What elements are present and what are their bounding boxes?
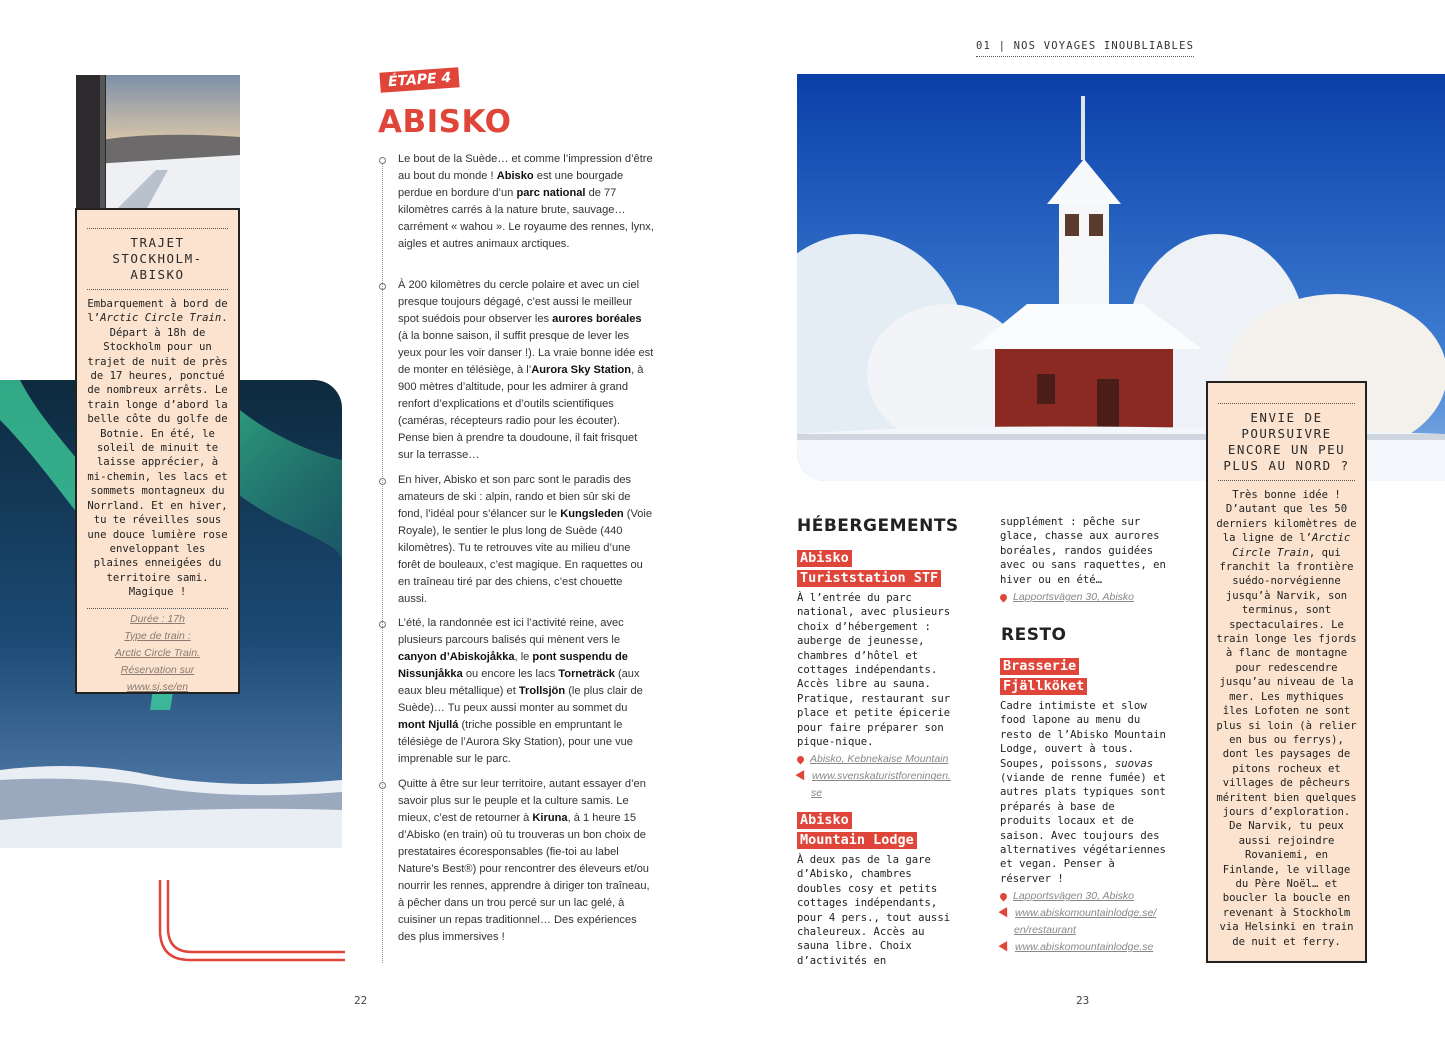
text-run: est une bourgade perdue en bordure d’un: [398, 170, 624, 199]
text-run: L’été, la randonnée est ici l’activité reine, avec plusieurs parcours balisés qui mènent vers le: [398, 617, 624, 646]
bold-term: Kungsleden: [560, 508, 624, 520]
north-extension-text: Très bonne idée ! D’autant que les 50 derniers kilomètres de la ligne de l’Arctic Circle Train, qui franchit la frontière suédo-norvégienne jusqu’à Narvik, son terminus, sont spectaculaires. Le train longe les fjords à flanc de montagne pour redescendre jusqu’au niveau de la mer. Les mythiques îles Lofoten ne sont plus si loin (à relier en bus ou ferrys), dont les paysages de pitons rocheux et villages de pêcheurs méritent bien quelques jours d’exploration. De Narvik, tu peux aussi rejoindre Rovaniemi, en Finlande, le village du Père Noël… et boucler la boucle en revenant à Stockholm via Helsinki en train de nuit et ferry.: [1216, 489, 1357, 948]
lodging-name: Abisko: [797, 550, 852, 567]
bullet-icon: [379, 478, 386, 485]
resto-description: Cadre intimiste et slow food lapone au menu du resto de l’Abisko Mountain Lodge, ouvert à tous. Soupes, poissons, suovas (viande de renne fumée) et autres plats typiques sont préparés à base de produits locaux et de saison. Avec toujours des alternatives végétariennes et vegan. Penser à réserver !: [1000, 700, 1166, 885]
lodging-description: À l’entrée du parc national, avec plusieurs choix d’hébergement : auberge de jeunesse, chambres d’hôtel et cottages indépendants. Accès libre au sauna. Pratique, restaurant sur place et petite épicerie pour faire préparer son pique-nique.: [797, 592, 951, 749]
lodge-link[interactable]: www.abiskomountainlodge.se: [1000, 939, 1170, 956]
decorative-red-line: [150, 880, 345, 970]
bold-term: Kiruna: [532, 812, 568, 824]
text-run: , le: [514, 651, 533, 663]
train-route-meta: Durée : 17h Type de train : Arctic Circle Train. Réservation sur www.sj.se/en: [85, 611, 230, 696]
resto-address: Lapportsvägen 30, Abisko: [1000, 888, 1170, 905]
resto-name: Brasserie: [1000, 658, 1079, 675]
lodging-name: Turiststation STF: [797, 570, 941, 587]
bold-term: parc national: [516, 187, 586, 199]
text-run: (aux eaux bleu métallique) et: [398, 668, 640, 697]
location-pin-icon: [796, 755, 806, 765]
chapter-header-text: 01 | NOS VOYAGES INOUBLIABLES: [976, 40, 1195, 52]
cursor-arrow-icon: [795, 770, 808, 783]
bold-term: pont suspendu de Nissunjåkka: [398, 651, 628, 680]
lodging-link[interactable]: www.svenskaturistforeningen.: [797, 768, 962, 785]
bold-term: canyon d’Abiskojåkka: [398, 651, 515, 663]
lodging-name: Abisko: [797, 812, 852, 829]
bullet-icon: [379, 782, 386, 789]
page-number-left: 22: [354, 994, 368, 1007]
resto-link-cont[interactable]: en/restaurant: [1014, 924, 1076, 937]
text-run: (à la bonne saison, il suffit presque de lever les yeux pour les voir danser !). La vraie bonne idée est de monter en télésiège, à l’: [398, 330, 654, 376]
train-route-text: Embarquement à bord de l’Arctic Circle Train. Départ à 18h de Stockholm pour un trajet de nuit de près de 17 heures, ponctué de nombreux arrêts. Le train longe d’abord la belle côte du golfe de Botnie. En été, le soleil de minuit te laisse apprécier, à mi-chemin, les lacs et sommets montagneux du Norrland. Et en hiver, tu te réveilles sous une douce lumière rose enveloppant les plaines enneigées du territoire sami. Magique !: [87, 298, 228, 599]
bold-term: Abisko: [496, 170, 534, 182]
text-run: (triche possible en empruntant le télésiège de l’Aurora Sky Station), pour une vue imprenable sur le parc.: [398, 719, 633, 765]
bullet-icon: [379, 283, 386, 290]
bold-term: Torneträck: [558, 668, 615, 680]
bold-term: Trollsjön: [518, 685, 566, 697]
resto-item: [1000, 657, 1170, 956]
bullet-icon: [379, 621, 386, 628]
page-number-right: 23: [1076, 994, 1090, 1007]
location-pin-icon: [999, 892, 1009, 902]
page-title: ABISKO: [378, 104, 512, 140]
lodging-address: Lapportsvägen 30, Abisko: [1000, 589, 1170, 606]
lodging-description: À deux pas de la gare d’Abisko, chambres doubles cosy et petits cottages indépendants, pour 4 pers., tout aussi chaleureux. Accès au sauna libre. Choix d’activités en: [797, 854, 951, 967]
text-run: ou encore les lacs: [462, 668, 559, 680]
lodging-item: [797, 811, 962, 968]
paragraph-winter: [398, 472, 654, 608]
bold-term: Aurora Sky Station: [531, 364, 632, 376]
location-pin-icon: [999, 592, 1009, 602]
bold-term: aurores boréales: [552, 313, 642, 325]
text-run: À 200 kilomètres du cercle polaire et avec un ciel presque toujours dégagé, c’est aussi le meilleur spot suédois pour observer les: [398, 279, 640, 325]
resto-heading: RESTO: [1001, 625, 1067, 645]
lodging-item-continued: [1000, 515, 1170, 606]
text-run: (Voie Royale), le sentier le plus long de Suède (440 kilomètres). Tu te retrouves vite au milieu d’une forêt de bouleaux, c’est magique. En raquettes ou en traîneau tiré par des chiens, c’est chouette aussi.: [398, 508, 653, 605]
text-run: En hiver, Abisko et son parc sont le paradis des amateurs de ski : alpin, rando et bien sûr ski de fond, l’idéal pour s’élancer sur le: [398, 474, 632, 520]
sj-link[interactable]: www.sj.se/en: [126, 680, 189, 693]
train-route-card: [75, 208, 240, 694]
text-run: , à 900 mètres d’altitude, pour les admirer à grand renfort d’explications et d’outils scientifiques (caméras, récepteurs radio pour les écouter). Pense bien à prendre ta doudoune, il fait frisquet sur la terrasse…: [398, 364, 644, 461]
text-run: Quitte à être sur leur territoire, autant essayer d’en savoir plus sur le peuple et la culture samis. Le mieux, c’est de retourner à: [398, 778, 646, 824]
bullet-icon: [379, 157, 386, 164]
resto-link[interactable]: www.abiskomountainlodge.se/: [1000, 905, 1170, 922]
text-run: de 77 kilomètres carrés à la nature brute, sauvage… carrément « wahou ». Le royaume des rennes, lynx, aigles et autres animaux arctiques.: [398, 187, 654, 250]
chapter-header: [976, 40, 1194, 57]
cursor-arrow-icon: [998, 941, 1011, 954]
text-run: (le plus clair de Suède)… Tu peux aussi monter au sommet du: [398, 685, 643, 714]
north-extension-card: [1206, 381, 1367, 963]
train-window-photo: [76, 75, 240, 210]
paragraph-intro: [398, 151, 654, 253]
paragraph-summer: [398, 615, 654, 768]
cursor-arrow-icon: [998, 907, 1011, 920]
lodging-link-cont[interactable]: se: [811, 787, 823, 800]
paragraph-sami: [398, 776, 654, 946]
bold-term: mont Njullá: [398, 719, 459, 731]
north-extension-title: ENVIE DE POURSUIVRE ENCORE UN PEU PLUS AU NORD ?: [1223, 410, 1350, 473]
lodging-name: Mountain Lodge: [797, 832, 917, 849]
text-run: Le bout de la Suède… et comme l’impression d’être au bout du monde !: [398, 153, 653, 182]
hebergements-heading: HÉBERGEMENTS: [797, 516, 959, 536]
resto-name: Fjällköket: [1000, 678, 1087, 695]
lodging-address: Abisko, Kebnekaise Mountain: [797, 751, 962, 768]
train-route-title: TRAJET STOCKHOLM- ABISKO: [112, 235, 203, 282]
paragraph-aurora: [398, 277, 654, 464]
train-window-image: [76, 75, 240, 210]
etape-badge: ÉTAPE 4: [379, 67, 460, 92]
lodging-item: [797, 549, 962, 802]
lodging-description-cont: supplément : pêche sur glace, chasse aux aurores boréales, randos guidées avec ou sans raquettes, en hiver ou en été…: [1000, 516, 1166, 586]
text-run: , à 1 heure 15 d’Abisko (en train) où tu trouveras un bon choix de prestataires écoresponsables (fie-toi au label Nature’s Best®) pour rencontrer des éleveurs et/ou nourrir les rennes, apprendre à diriger ton traîneau, à pêcher dans un trou percé sur un lac gelé, à cuisiner un repas traditionnel… Des expériences des plus immersives !: [398, 812, 650, 943]
